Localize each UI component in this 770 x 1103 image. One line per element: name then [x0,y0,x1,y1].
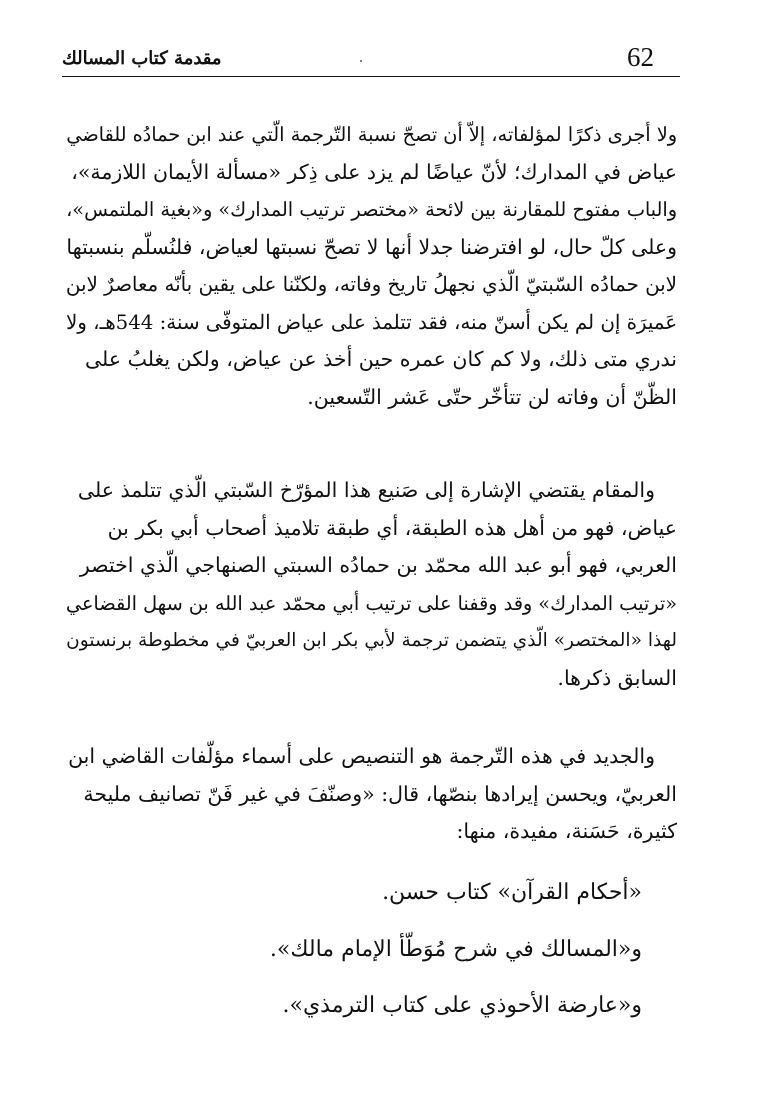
text-line: ندري متى ذلك، ولا كم كان عمره حين أخذ عن عياض، ولكن يغلبُ على [84,347,677,371]
paragraph-3 [66,738,677,851]
text-line: كثيرة، حَسَنة، مفيدة، منها: [456,819,677,843]
text-line: عَميرَة إن لم يكن أسنّ منه، فقد تتلمذ على عياض المتوفّى سنة: 544هـ، ولا [65,310,677,334]
text-line: عياض، فهو من أهل هذه الطبقة، أي طبقة تلاميذ أصحاب أبي بكر بن [107,515,677,540]
book-list-item: و«المسالك في شرح مُوَطّأ الإمام مالك». [269,937,642,962]
paragraph-2 [66,472,677,697]
text-line: «ترتيب المدارك» وقد وقفنا على ترتيب أبي محمّد عبد الله بن سهل القضاعي [65,591,677,615]
running-title: مقدمة كتاب المسالك [62,48,222,69]
text-line: عياض في المدارك؛ لأنّ عياضًا لم يزد على ذِكر «مسألة الأيمان اللازمة»، [71,159,677,184]
text-line: لابن حمادُه السّبتيّ الّذي نجهلُ تاريخ وفاته، ولكنّنا على يقين بأنّه معاصرٌ لابن [65,273,677,296]
text-line: ولا أجرى ذكرًا لمؤلفاته، إلاّ أن تصحّ نسبة التّرجمة الّتي عند ابن حمادُه للقاضي [66,123,677,146]
book-list-item: «أحكام القرآن» كتاب حسن. [382,880,642,905]
page-header [62,40,680,77]
paragraph-1 [66,116,677,416]
text-line: والجديد في هذه التّرجمة هو التنصيص على أسماء مؤلّفات القاضي ابن [68,744,655,768]
text-line: السابق ذكرها. [557,665,677,690]
text-line: الظّنّ أن وفاته لن تتأخّر حتّى عَشر التّسعين. [307,384,677,409]
page-number: 62 [627,42,654,72]
text-line: والباب مفتوح للمقارنة بين لائحة «مختصر ترتيب المدارك» و«بغية الملتمس»، [66,198,677,221]
text-line: والمقام يقتضي الإشارة إلى صَنيع هذا المؤرّخ السّبتي الّذي تتلمذ على [77,478,655,502]
text-line: وعلى كلّ حال، لو افترضنا جدلا أنها لا تصحّ نسبتها لعياض، فلنُسلّم بنسبتها [66,234,677,259]
text-line: العربي، فهو أبو عبد الله محمّد بن حمادُه السبتي الصنهاجي الّذي اختصر [79,553,677,577]
header-dot [360,60,362,62]
text-line: العربيّ، ويحسن إيرادها بنصّها، قال: «وصنّفَ في غير فَنّ تصانيف مليحة [83,781,677,806]
book-list-item: و«عارضة الأحوذي على كتاب الترمذي». [282,993,642,1018]
text-line: لهذا «المختصر» الّذي يتضمن ترجمة لأبي بكر ابن العربيّ في مخطوطة برنستون [66,630,677,651]
